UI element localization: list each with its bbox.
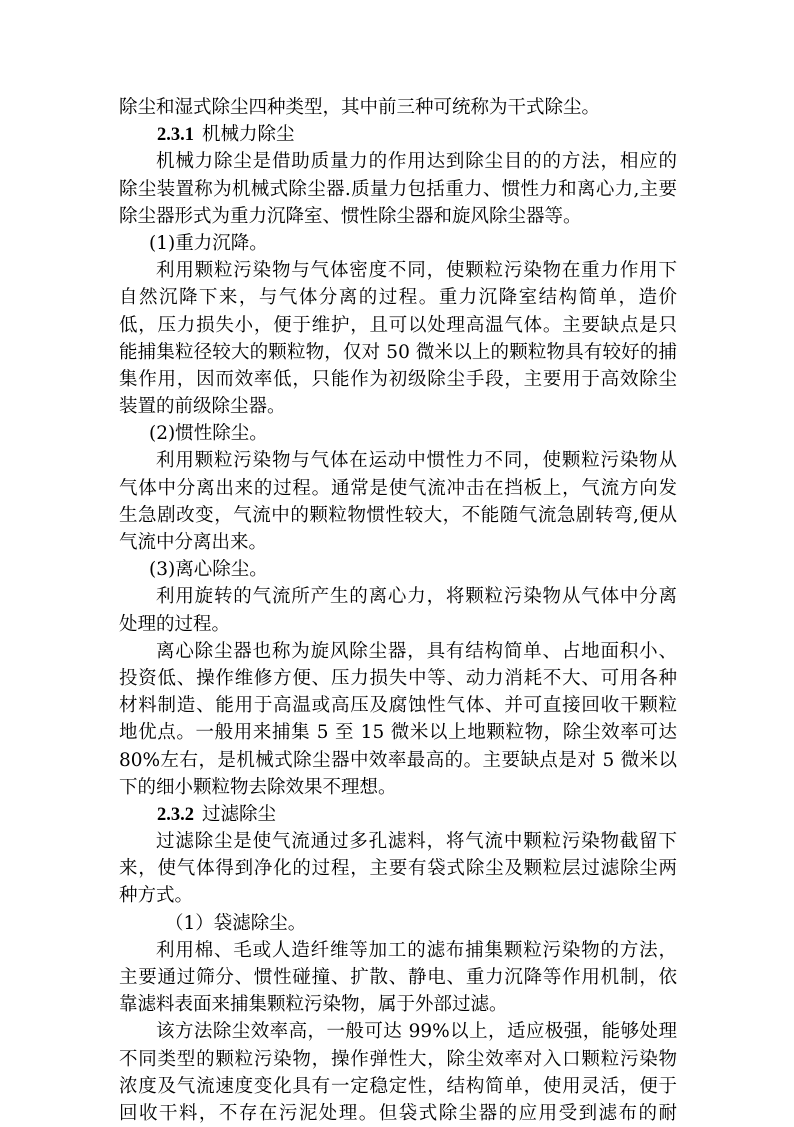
text-line: 离心除尘器也称为旋风除尘器，具有结构简单、占地面积小、 [156, 640, 677, 662]
text-line: 利用颗粒污染物与气体在运动中惯性力不同，使颗粒污染物从 [156, 450, 677, 472]
text-line: 处理的过程。 [119, 613, 231, 635]
text-line: 利用棉、毛或人造纤维等加工的滤布捕集颗粒污染物的方法， [156, 939, 677, 961]
text-line: 装置的前级除尘器。 [119, 396, 286, 418]
text-line: 投资低、操作维修方便、压力损失中等、动力消耗不大、可用各种 [119, 667, 677, 689]
text-line: 浓度及气流速度变化具有一定稳定性，结构简单，使用灵活，便于 [119, 1075, 677, 1097]
document-page [119, 94, 677, 1127]
section-heading [119, 121, 677, 148]
text-line: 气体中分离出来的过程。通常是使气流冲击在挡板上，气流方向发 [119, 477, 677, 499]
text-line: 靠滤料表面来捕集颗粒污染物，属于外部过滤。 [119, 994, 508, 1016]
text-line: 回收干料，不存在污泥处理。但袋式除尘器的应用受到滤布的耐 [119, 1102, 677, 1124]
text-line: 低，压力损失小，便于维护，且可以处理高温气体。主要缺点是只 [119, 314, 677, 336]
text-line: 自然沉降下来，与气体分离的过程。重力沉降室结构简单，造价 [119, 287, 677, 309]
text-line: 材料制造、能用于高温或高压及腐蚀性气体、并可直接回收干颗粒 [119, 695, 677, 717]
text-line: 除尘器形式为重力沉降室、惯性除尘器和旋风除尘器等。 [119, 205, 582, 227]
text-line: (2)惯性除尘。 [149, 423, 268, 445]
section-heading [119, 801, 677, 828]
section-title: 机械力除尘 [202, 124, 295, 146]
text-line: 不同类型的颗粒污染物，操作弹性大，除尘效率对入口颗粒污染物 [119, 1048, 677, 1070]
text-line: 除尘装置称为机械式除尘器.质量力包括重力、惯性力和离心力,主要 [119, 178, 677, 200]
text-line: 能捕集粒径较大的颗粒物，仅对 50 微米以上的颗粒物具有较好的捕 [119, 341, 677, 363]
text-line: 下的细小颗粒物去除效果不理想。 [119, 776, 397, 798]
text-line: (1)重力沉降。 [149, 232, 268, 254]
text-line: （1）袋滤除尘。 [165, 912, 307, 934]
text-line: (3)离心除尘。 [149, 559, 268, 581]
text-line: 除尘和湿式除尘四种类型，其中前三种可统称为干式除尘。 [119, 97, 601, 118]
section-number: 2.3.1 [157, 125, 194, 146]
text-line: 过滤除尘是使气流通过多孔滤料，将气流中颗粒污染物截留下 [156, 831, 677, 853]
section-number: 2.3.2 [157, 804, 194, 825]
text-line: 利用旋转的气流所产生的离心力，将颗粒污染物从气体中分离 [156, 586, 677, 608]
text-line: 集作用，因而效率低，只能作为初级除尘手段，主要用于高效除尘 [119, 368, 677, 390]
text-line: 气流中分离出来。 [119, 532, 268, 553]
text-line: 来，使气体得到净化的过程，主要有袋式除尘及颗粒层过滤除尘两 [119, 858, 677, 880]
section-title: 过滤除尘 [202, 803, 277, 825]
text-line: 种方式。 [119, 885, 194, 907]
text-line: 该方法除尘效率高，一般可达 99%以上，适应极强，能够处理 [156, 1021, 677, 1043]
text-line: 机械力除尘是借助质量力的作用达到除尘目的的方法，相应的 [156, 151, 677, 173]
text-line: 80%左右，是机械式除尘器中效率最高的。主要缺点是对 5 微米以 [119, 749, 677, 771]
text-line: 利用颗粒污染物与气体密度不同，使颗粒污染物在重力作用下 [156, 260, 677, 282]
text-line: 地优点。一般用来捕集 5 至 15 微米以上地颗粒物，除尘效率可达 [119, 722, 677, 744]
text-line: 生急剧改变，气流中的颗粒物惯性较大，不能随气流急剧转弯,便从 [119, 504, 677, 526]
text-line: 主要通过筛分、惯性碰撞、扩散、静电、重力沉降等作用机制，依 [119, 967, 677, 988]
